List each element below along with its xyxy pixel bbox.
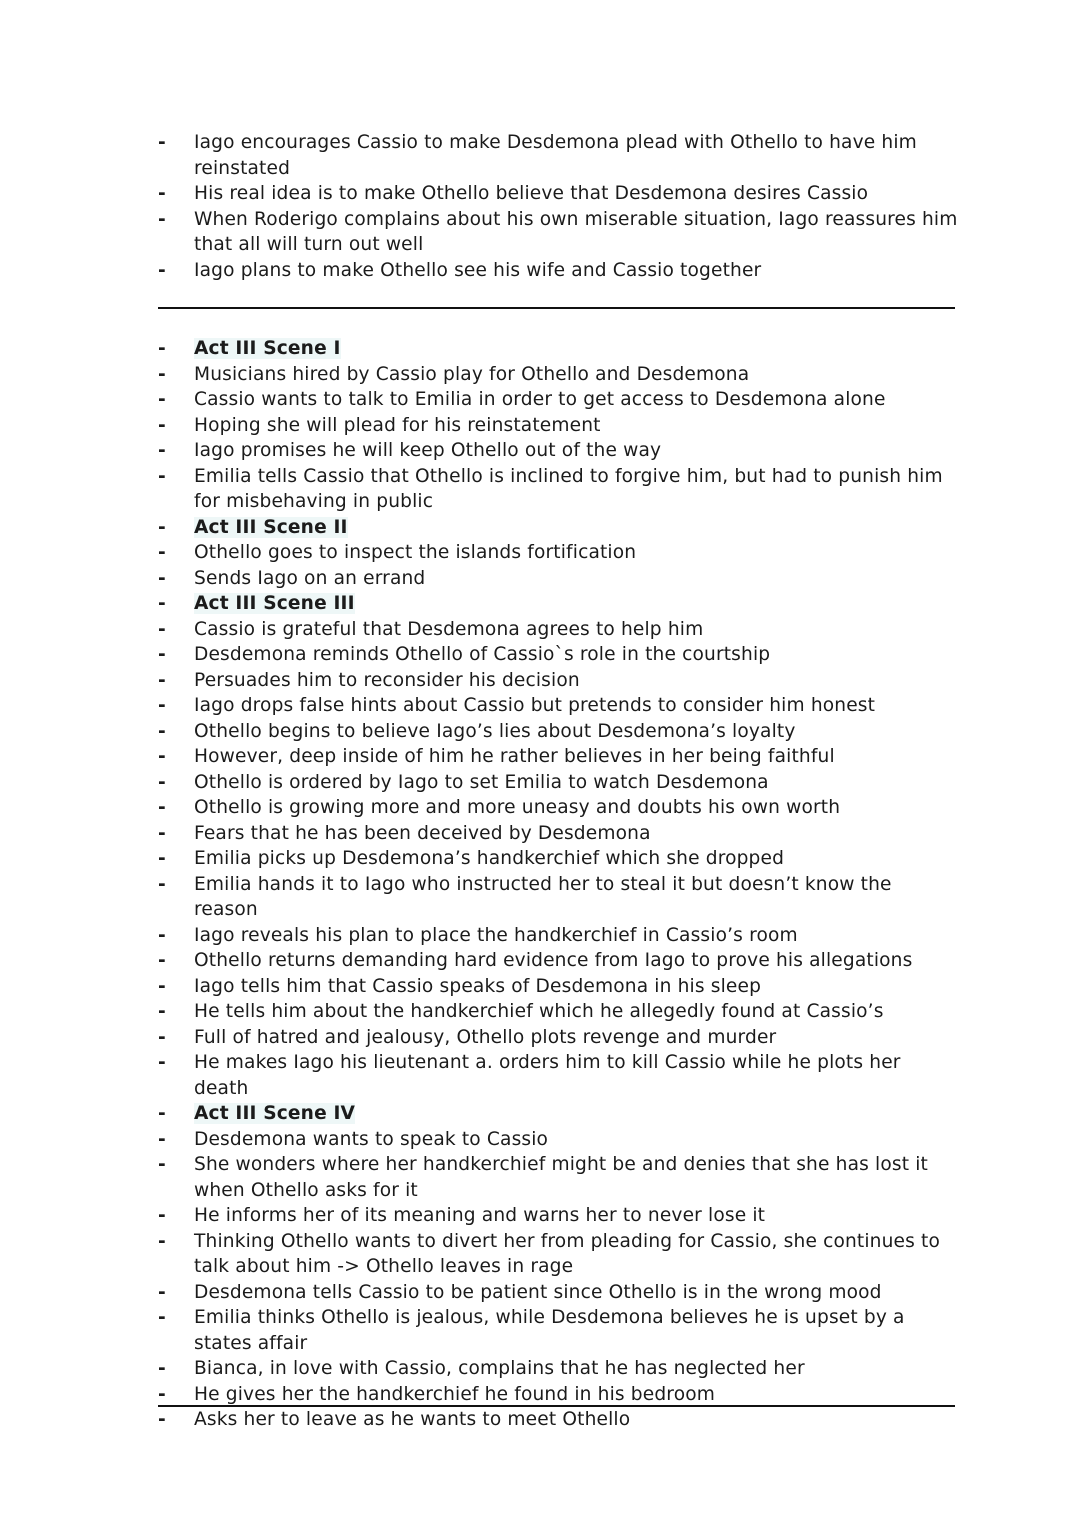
list-item: - Iago reveals his plan to place the handkerchief in Cassio’s room [158,923,958,949]
summary-block-act-2-end [158,130,958,283]
list-item: - Othello is growing more and more uneasy and doubts his own worth [158,795,958,821]
list-item: - He informs her of its meaning and warns her to never lose it [158,1203,958,1229]
section-divider [158,307,955,309]
list-item: - Othello is ordered by Iago to set Emilia to watch Desdemona [158,770,958,796]
list-item: - However, deep inside of him he rather believes in her being faithful [158,744,958,770]
list-item: - Persuades him to reconsider his decision [158,668,958,694]
list-item: - Thinking Othello wants to divert her from pleading for Cassio, she continues to talk about him -> Othello leaves in rage [158,1229,958,1280]
list-item: - Fears that he has been deceived by Desdemona [158,821,958,847]
summary-block-act-3 [158,336,958,1433]
scene-heading: - Act III Scene IV [158,1101,958,1127]
list-item: - Emilia picks up Desdemona’s handkerchief which she dropped [158,846,958,872]
list-item: - Othello begins to believe Iago’s lies about Desdemona’s loyalty [158,719,958,745]
list-item: - Emilia thinks Othello is jealous, while Desdemona believes he is upset by a states affair [158,1305,958,1356]
scene-heading: - Act III Scene II [158,515,958,541]
list-item: - Emilia hands it to Iago who instructed her to steal it but doesn’t know the reason [158,872,958,923]
list-item: - Desdemona tells Cassio to be patient since Othello is in the wrong mood [158,1280,958,1306]
list-item: - Othello returns demanding hard evidence from Iago to prove his allegations [158,948,958,974]
list-item: - Iago promises he will keep Othello out of the way [158,438,958,464]
list-item: - Iago drops false hints about Cassio but pretends to consider him honest [158,693,958,719]
list-item: - Iago plans to make Othello see his wife and Cassio together [158,258,958,284]
list-item: - She wonders where her handkerchief might be and denies that she has lost it when Othello asks for it [158,1152,958,1203]
list-item: - When Roderigo complains about his own miserable situation, Iago reassures him that all will turn out well [158,207,958,258]
list-item: - Desdemona wants to speak to Cassio [158,1127,958,1153]
list-item: - His real idea is to make Othello believe that Desdemona desires Cassio [158,181,958,207]
list-item: - Full of hatred and jealousy, Othello plots revenge and murder [158,1025,958,1051]
list-item: - Othello goes to inspect the islands fortification [158,540,958,566]
list-item: - Emilia tells Cassio that Othello is inclined to forgive him, but had to punish him for misbehaving in public [158,464,958,515]
section-divider [158,1405,955,1407]
scene-heading: - Act III Scene I [158,336,958,362]
list-item: - Cassio is grateful that Desdemona agrees to help him [158,617,958,643]
list-item: - Iago tells him that Cassio speaks of Desdemona in his sleep [158,974,958,1000]
list-item: - Musicians hired by Cassio play for Othello and Desdemona [158,362,958,388]
list-item: - Cassio wants to talk to Emilia in order to get access to Desdemona alone [158,387,958,413]
list-item: - He makes Iago his lieutenant a. orders him to kill Cassio while he plots her death [158,1050,958,1101]
list-item: - Iago encourages Cassio to make Desdemona plead with Othello to have him reinstated [158,130,958,181]
list-item: - Sends Iago on an errand [158,566,958,592]
list-item: - He gives her the handkerchief he found in his bedroom [158,1382,958,1408]
bullet-list [158,336,958,1433]
list-item: - Bianca, in love with Cassio, complains that he has neglected her [158,1356,958,1382]
scene-heading: - Act III Scene III [158,591,958,617]
list-item: - Hoping she will plead for his reinstatement [158,413,958,439]
list-item: - Asks her to leave as he wants to meet Othello [158,1407,958,1433]
bullet-list [158,130,958,283]
list-item: - He tells him about the handkerchief which he allegedly found at Cassio’s [158,999,958,1025]
list-item: - Desdemona reminds Othello of Cassio`s role in the courtship [158,642,958,668]
